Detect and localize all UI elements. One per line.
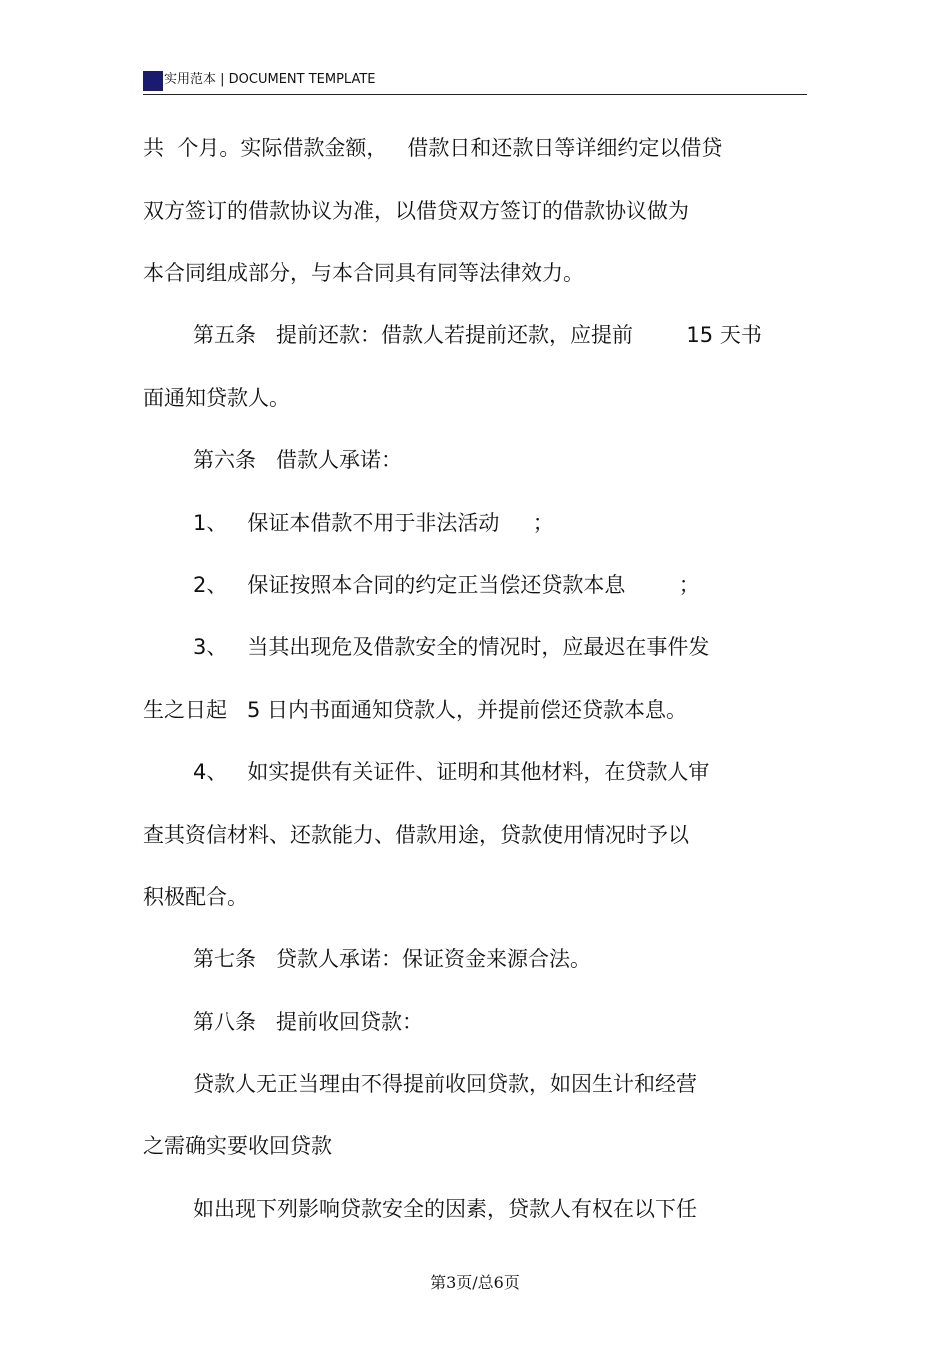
list-item: 1、 保证本借款不用于非法活动 ；: [193, 511, 554, 535]
body-line: 双方签订的借款协议为准，以借贷双方签订的借款协议做为: [143, 199, 689, 223]
body-line: 生之日起 5 日内书面通知贷款人，并提前偿还贷款本息。: [143, 698, 688, 722]
body-line: 本合同组成部分，与本合同具有同等法律效力。: [143, 261, 584, 285]
body-line: 面通知贷款人。: [143, 386, 290, 410]
body-line: 第六条 借款人承诺：: [193, 448, 403, 472]
body-line: 之需确实要收回贷款: [143, 1134, 332, 1158]
body-line: 查其资信材料、还款能力、借款用途，贷款使用情况时予以: [143, 823, 689, 847]
body-line: 第五条 提前还款：借款人若提前还款，应提前 15 天书: [193, 323, 762, 347]
header-title: 实用范本 | DOCUMENT TEMPLATE: [164, 72, 376, 87]
body-line: 如出现下列影响贷款安全的因素，贷款人有权在以下任: [193, 1197, 697, 1221]
body-line: 第七条 贷款人承诺：保证资金来源合法。: [193, 947, 592, 971]
list-item: 2、 保证按照本合同的约定正当偿还贷款本息 ；: [193, 573, 700, 597]
page-indicator: 第3页/总6页: [430, 1273, 520, 1292]
header-logo-square: [143, 71, 163, 91]
list-item: 3、 当其出现危及借款安全的情况时，应最迟在事件发: [193, 635, 710, 659]
body-line: 积极配合。: [143, 885, 248, 909]
body-line: 第八条 提前收回贷款：: [193, 1010, 424, 1034]
list-item: 4、 如实提供有关证件、证明和其他材料，在贷款人审: [193, 760, 710, 784]
page-header: [143, 68, 807, 95]
body-line: 共 个月。实际借款金额， 借款日和还款日等详细约定以借贷: [143, 136, 723, 160]
body-line: 贷款人无正当理由不得提前收回贷款，如因生计和经营: [193, 1072, 697, 1096]
